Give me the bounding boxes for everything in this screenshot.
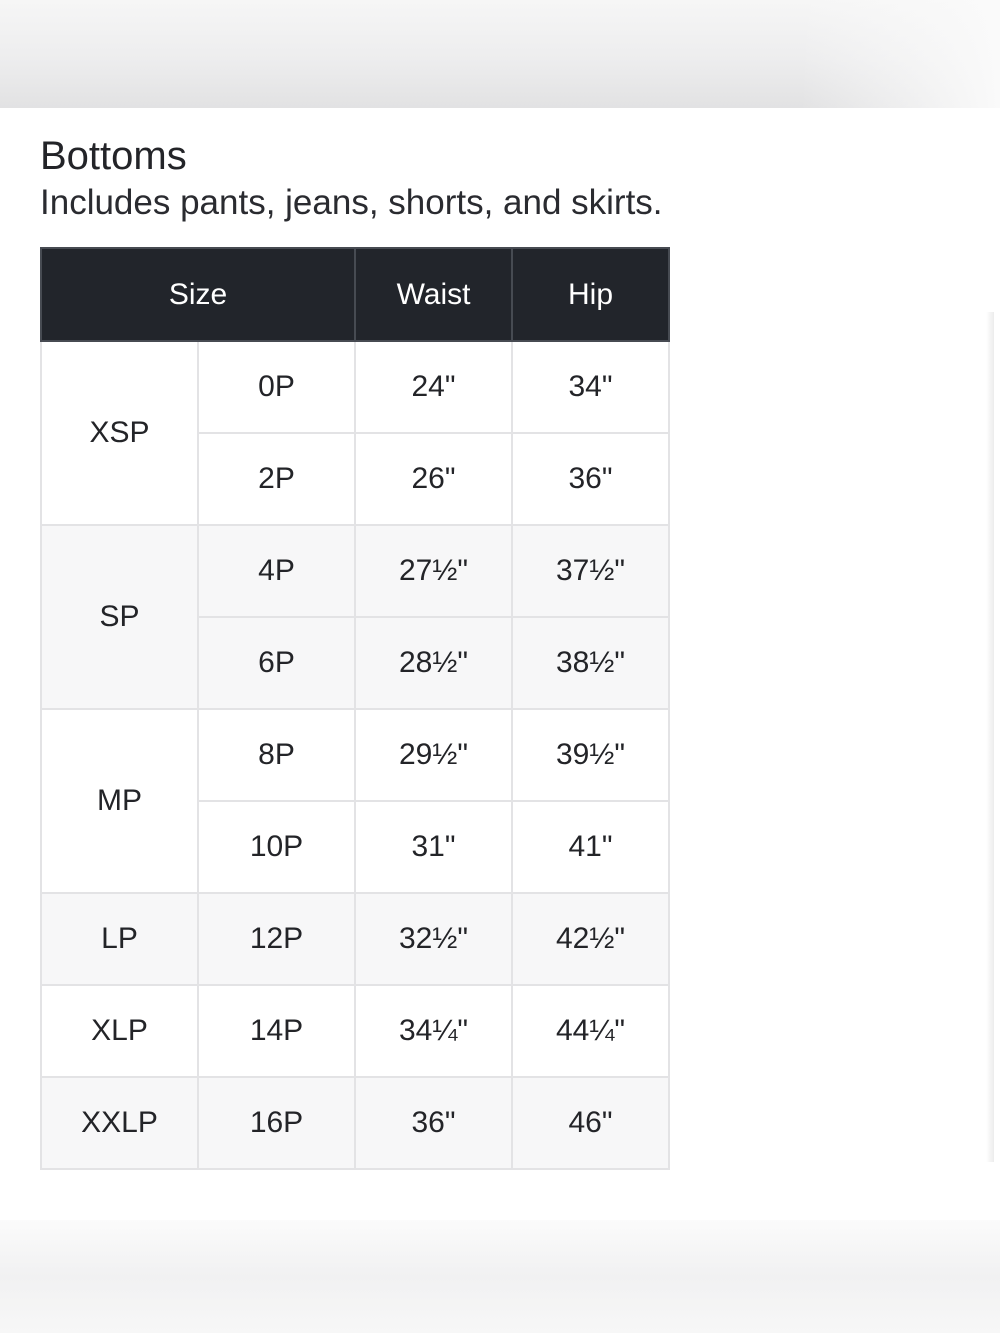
hip-cell: 38½" [512, 617, 669, 709]
table-row [41, 525, 669, 617]
section-title: Bottoms [40, 134, 187, 178]
numeric-size-cell: 4P [198, 525, 355, 617]
numeric-size-cell: 10P [198, 801, 355, 893]
size-group-label: LP [41, 893, 198, 985]
hip-cell: 36" [512, 433, 669, 525]
hip-cell: 44¼" [512, 985, 669, 1077]
size-group-label: SP [41, 525, 198, 709]
hip-cell: 39½" [512, 709, 669, 801]
size-group-label: XLP [41, 985, 198, 1077]
table-row [41, 709, 669, 801]
numeric-size-cell: 12P [198, 893, 355, 985]
size-group-label: MP [41, 709, 198, 893]
waist-cell: 32½" [355, 893, 512, 985]
waist-cell: 28½" [355, 617, 512, 709]
waist-cell: 34¼" [355, 985, 512, 1077]
section-subtitle: Includes pants, jeans, shorts, and skirts. [40, 183, 663, 222]
waist-column-header: Waist [355, 248, 512, 341]
numeric-size-cell: 6P [198, 617, 355, 709]
page-header-shadow [0, 0, 1000, 108]
waist-cell: 27½" [355, 525, 512, 617]
numeric-size-cell: 16P [198, 1077, 355, 1169]
hip-column-header: Hip [512, 248, 669, 341]
numeric-size-cell: 8P [198, 709, 355, 801]
size-group-label: XSP [41, 341, 198, 525]
scrollbar-edge [986, 312, 994, 1162]
waist-cell: 36" [355, 1077, 512, 1169]
page-footer-shadow [0, 1220, 1000, 1333]
table-row [41, 1077, 669, 1169]
table-row [41, 893, 669, 985]
size-group-label: XXLP [41, 1077, 198, 1169]
numeric-size-cell: 14P [198, 985, 355, 1077]
hip-cell: 34" [512, 341, 669, 433]
size-column-header: Size [41, 248, 355, 341]
table-row [41, 341, 669, 433]
waist-cell: 29½" [355, 709, 512, 801]
waist-cell: 24" [355, 341, 512, 433]
hip-cell: 37½" [512, 525, 669, 617]
numeric-size-cell: 0P [198, 341, 355, 433]
hip-cell: 41" [512, 801, 669, 893]
table-header-row [41, 248, 669, 341]
waist-cell: 31" [355, 801, 512, 893]
waist-cell: 26" [355, 433, 512, 525]
hip-cell: 46" [512, 1077, 669, 1169]
size-chart-table [40, 247, 670, 1170]
table-row [41, 985, 669, 1077]
hip-cell: 42½" [512, 893, 669, 985]
numeric-size-cell: 2P [198, 433, 355, 525]
